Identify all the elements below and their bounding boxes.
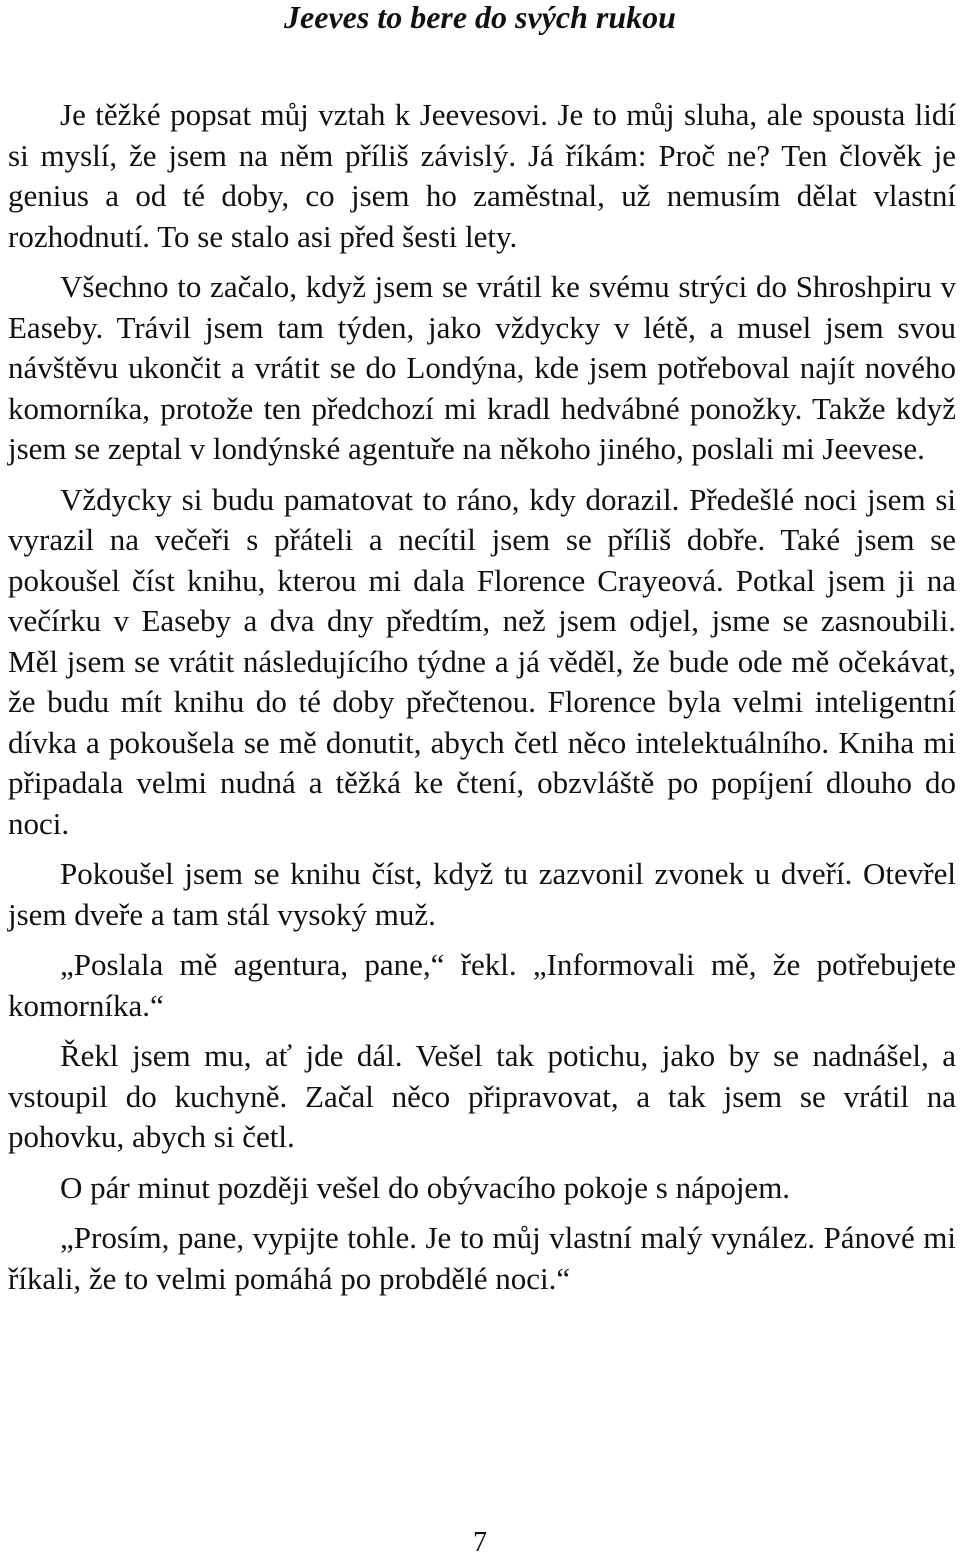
- paragraph: „Poslala mě agentura, pane,“ řekl. „Informovali mě, že potřebujete komorníka.“: [8, 947, 956, 1023]
- page-number: 7: [473, 1527, 487, 1558]
- chapter-title: Jeeves to bere do svých rukou: [284, 0, 676, 35]
- paragraph: Pokoušel jsem se knihu číst, když tu zazvonil zvonek u dveří. Otevřel jsem dveře a tam stál vysoký muž.: [8, 856, 956, 932]
- paragraph: O pár minut později vešel do obývacího pokoje s nápojem.: [60, 1169, 791, 1205]
- paragraph: Je těžké popsat můj vztah k Jeevesovi. Je to můj sluha, ale spousta lidí si myslí, že jsem na něm příliš závislý. Já říkám: Proč ne? Ten člověk je genius a od té doby, co jsem ho zaměstnal, už nemusím dělat vlastní rozhodnutí. To se stalo asi před šesti lety.: [8, 97, 956, 254]
- chapter-body: [8, 95, 956, 1309]
- paragraph: „Prosím, pane, vypijte tohle. Je to můj vlastní malý vynález. Pánové mi říkali, že to velmi pomáhá po probdělé noci.“: [8, 1220, 956, 1296]
- paragraph: Řekl jsem mu, ať jde dál. Vešel tak potichu, jako by se nadnášel, a vstoupil do kuchyně. Začal něco připravovat, a tak jsem se vrátil na pohovku, abych si četl.: [8, 1038, 956, 1154]
- paragraph: Vždycky si budu pamatovat to ráno, kdy dorazil. Předešlé noci jsem si vyrazil na večeři s přáteli a necítil jsem se příliš dobře. Také jsem se pokoušel číst knihu, kterou mi dala Florence Crayeová. Potkal jsem ji na večírku v Easeby a dva dny předtím, než jsem odjel, jsme se zasnoubili. Měl jsem se vrátit následujícího týdne a já věděl, že bude ode mě očekávat, že budu mít knihu do té doby přečtenou. Florence byla velmi inteligentní dívka a pokoušela se mě donutit, abych četl něco intelektuálního. Kniha mi připadala velmi nudná a těžká ke čtení, obzvláště po popíjení dlouho do noci.: [8, 481, 956, 841]
- paragraph: Všechno to začalo, když jsem se vrátil ke svému strýci do Shroshpiru v Easeby. Trávil jsem tam týden, jako vždycky v létě, a musel jsem svou návštěvu ukončit a vrátit se do Londýna, kde jsem potřeboval najít nového komorníka, protože ten předchozí mi kradl hedvábné ponožky. Takže když jsem se zeptal v londýnské agentuře na někoho jiného, poslali mi Jeevese.: [8, 269, 956, 466]
